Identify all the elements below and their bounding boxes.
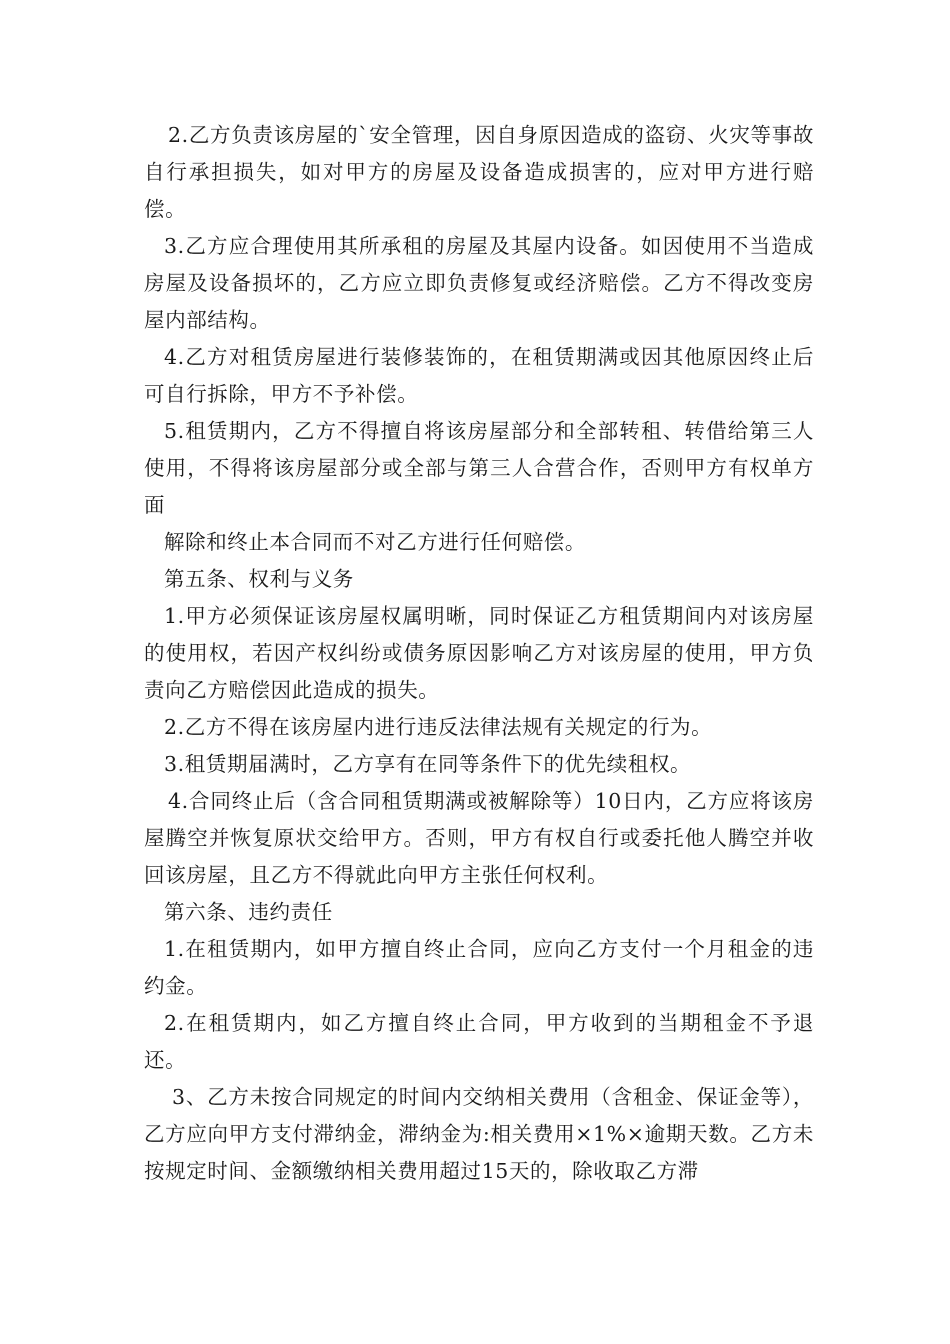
paragraph-sublease: 5.租赁期内，乙方不得擅自将该房屋部分和全部转租、转借给第三人使用，不得将该房屋部分或全部与第三人合营合作，否则甲方有权单方面: [144, 419, 814, 517]
paragraph-vacate: 4.合同终止后（含合同租赁期满或被解除等）10日内，乙方应将该房屋腾空并恢复原状交给甲方。否则，甲方有权自行或委托他人腾空并收回该房屋，且乙方不得就此向甲方主张任何权利。: [144, 789, 814, 887]
paragraph-ownership: 1.甲方必须保证该房屋权属明晰，同时保证乙方租赁期间内对该房屋的使用权，若因产权纠纷或债务原因影响乙方对该房屋的使用，甲方负责向乙方赔偿因此造成的损失。: [144, 604, 814, 702]
heading-article-five: 第五条、权利与义务: [164, 567, 354, 591]
paragraph-reasonable-use: 3.乙方应合理使用其所承租的房屋及其屋内设备。如因使用不当造成房屋及设备损坏的，乙方应立即负责修复或经济赔偿。乙方不得改变房屋内部结构。: [144, 234, 814, 332]
paragraph-landlord-breach: 1.在租赁期内，如甲方擅自终止合同，应向乙方支付一个月租金的违约金。: [144, 937, 814, 998]
paragraph-decoration: 4.乙方对租赁房屋进行装修装饰的，在租赁期满或因其他原因终止后可自行拆除，甲方不予补偿。: [144, 345, 814, 406]
document-body: [144, 117, 814, 1190]
paragraph-renewal-priority: 3.租赁期届满时，乙方享有在同等条件下的优先续租权。: [164, 752, 692, 776]
paragraph-termination: 解除和终止本合同而不对乙方进行任何赔偿。: [164, 530, 586, 554]
heading-article-six: 第六条、违约责任: [164, 900, 333, 924]
paragraph-late-fee: 3、乙方未按合同规定的时间内交纳相关费用（含租金、保证金等），乙方应向甲方支付滞纳金，滞纳金为:相关费用×1%×逾期天数。乙方未按规定时间、金额缴纳相关费用超过15天的，除收取乙方滞: [144, 1085, 814, 1183]
paragraph-legal-compliance: 2.乙方不得在该房屋内进行违反法律法规有关规定的行为。: [164, 715, 713, 739]
paragraph-security-management: 2.乙方负责该房屋的`安全管理，因自身原因造成的盗窃、火灾等事故自行承担损失，如对甲方的房屋及设备造成损害的，应对甲方进行赔偿。: [144, 123, 814, 221]
paragraph-tenant-breach: 2.在租赁期内，如乙方擅自终止合同，甲方收到的当期租金不予退还。: [144, 1011, 814, 1072]
